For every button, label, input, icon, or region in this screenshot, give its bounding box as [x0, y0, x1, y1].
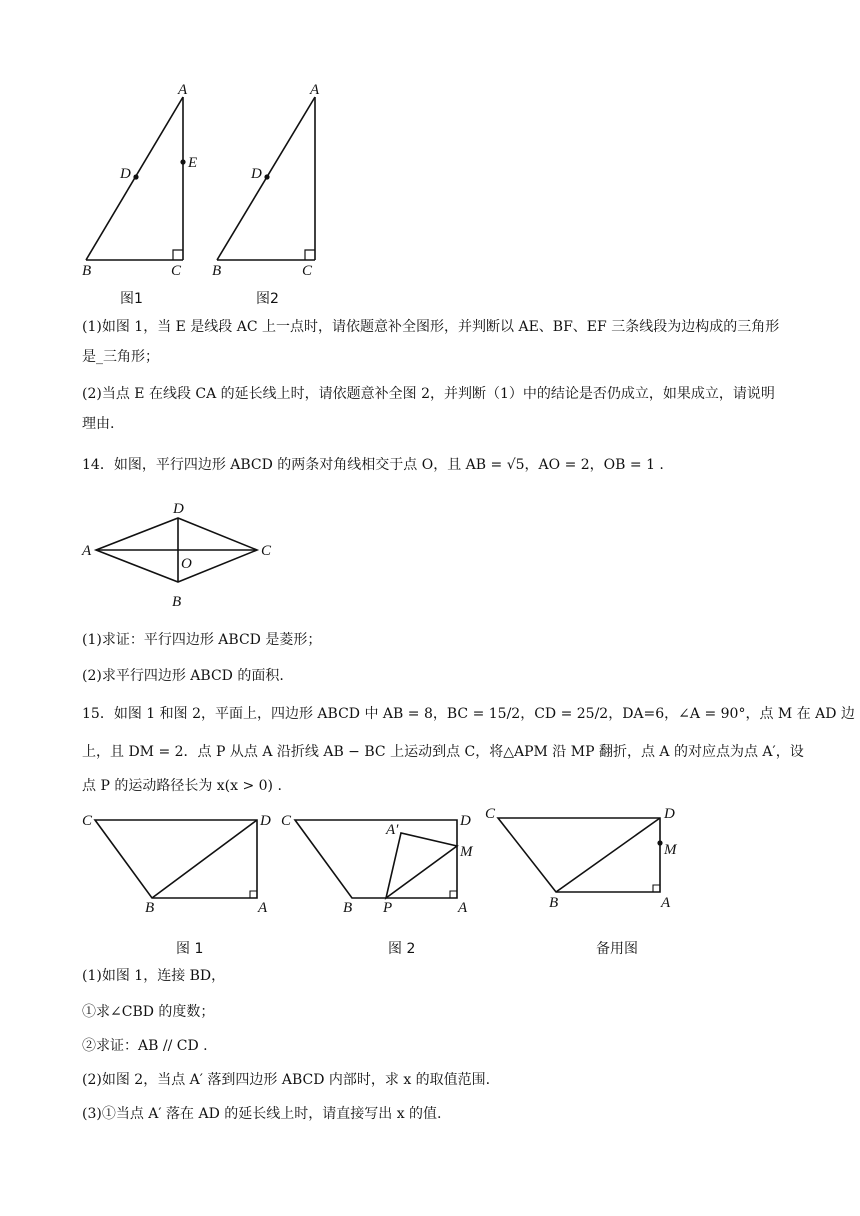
label-b: B [343, 900, 353, 916]
label-m: M [460, 844, 473, 860]
label-e: E [188, 155, 198, 171]
label-c: C [281, 813, 292, 829]
q13-part1-line2: 是_三角形； [82, 349, 159, 365]
label-b: B [172, 594, 182, 610]
figure-caption: 图2 [256, 291, 279, 307]
label-d: D [664, 806, 675, 822]
figure-caption: 备用图 [596, 941, 638, 957]
label-c: C [261, 543, 272, 559]
point-d-marker [133, 174, 138, 179]
q14-rhombus-figure [96, 518, 257, 582]
label-o: O [181, 556, 192, 572]
label-m: M [664, 842, 677, 858]
figure-caption: 图 1 [176, 941, 204, 957]
label-c: C [171, 263, 182, 279]
figure-caption: 图 2 [388, 941, 416, 957]
label-a: A [258, 900, 268, 916]
label-d: D [120, 166, 131, 182]
q14-part1: (1)求证：平行四边形 ABCD 是菱形； [82, 632, 322, 648]
label-a: A [661, 895, 671, 911]
label-d: D [173, 501, 184, 517]
q15-stem-line2: 上，且 DM = 2．点 P 从点 A 沿折线 AB − BC 上运动到点 C，将△APM 沿 MP 翻折，点 A 的对应点为点 A′，设 [82, 744, 804, 760]
q15-part2: (2)如图 2，当点 A′ 落到四边形 ABCD 内部时，求 x 的取值范围. [82, 1072, 491, 1088]
q15-part1-a: ①求∠CBD 的度数； [82, 1004, 215, 1020]
point-e-marker [180, 159, 185, 164]
label-a: A [310, 82, 320, 98]
figure-caption: 图1 [120, 291, 143, 307]
label-d: D [251, 166, 262, 182]
q15-stem-line3: 点 P 的运动路径长为 x(x > 0) . [82, 778, 282, 794]
label-a: A [458, 900, 468, 916]
label-a: A [82, 543, 92, 559]
label-p: P [383, 900, 393, 916]
label-c: C [485, 806, 496, 822]
q15-figure-1 [95, 820, 257, 898]
label-a-prime: A′ [386, 822, 399, 838]
label-b: B [549, 895, 559, 911]
label-d: D [260, 813, 271, 829]
q14-stem: 14．如图，平行四边形 ABCD 的两条对角线相交于点 O，且 AB = √5，AO = 2，OB = 1 . [82, 457, 664, 473]
q13-part2-line2: 理由. [82, 416, 115, 432]
q13-part1-line1: (1)如图 1，当 E 是线段 AC 上一点时，请依题意补全图形，并判断以 AE、BF、EF 三条线段为边构成的三角形 [82, 319, 780, 335]
q15-part1: (1)如图 1，连接 BD， [82, 968, 226, 984]
q13-part2-line1: (2)当点 E 在线段 CA 的延长线上时，请依题意补全图 2，并判断（1）中的结论是否仍成立，如果成立，请说明 [82, 386, 775, 402]
q15-stem-line1: 15．如图 1 和图 2，平面上，四边形 ABCD 中 AB = 8，BC = 15/2，CD = 25/2，DA=6，∠A = 90°，点 M 在 AD 边 [82, 706, 855, 722]
point-m-marker [657, 840, 662, 845]
q15-part1-b: ②求证：AB // CD . [82, 1038, 208, 1054]
point-d-marker [264, 174, 269, 179]
q15-part3: (3)①当点 A′ 落在 AD 的延长线上时，请直接写出 x 的值. [82, 1106, 442, 1122]
label-d: D [460, 813, 471, 829]
label-b: B [82, 263, 92, 279]
label-a: A [178, 82, 188, 98]
label-c: C [302, 263, 313, 279]
q15-figure-2 [295, 820, 457, 898]
q15-backup-figure [498, 818, 660, 892]
q14-part2: (2)求平行四边形 ABCD 的面积. [82, 668, 284, 684]
label-c: C [82, 813, 93, 829]
label-b: B [212, 263, 222, 279]
label-b: B [145, 900, 155, 916]
